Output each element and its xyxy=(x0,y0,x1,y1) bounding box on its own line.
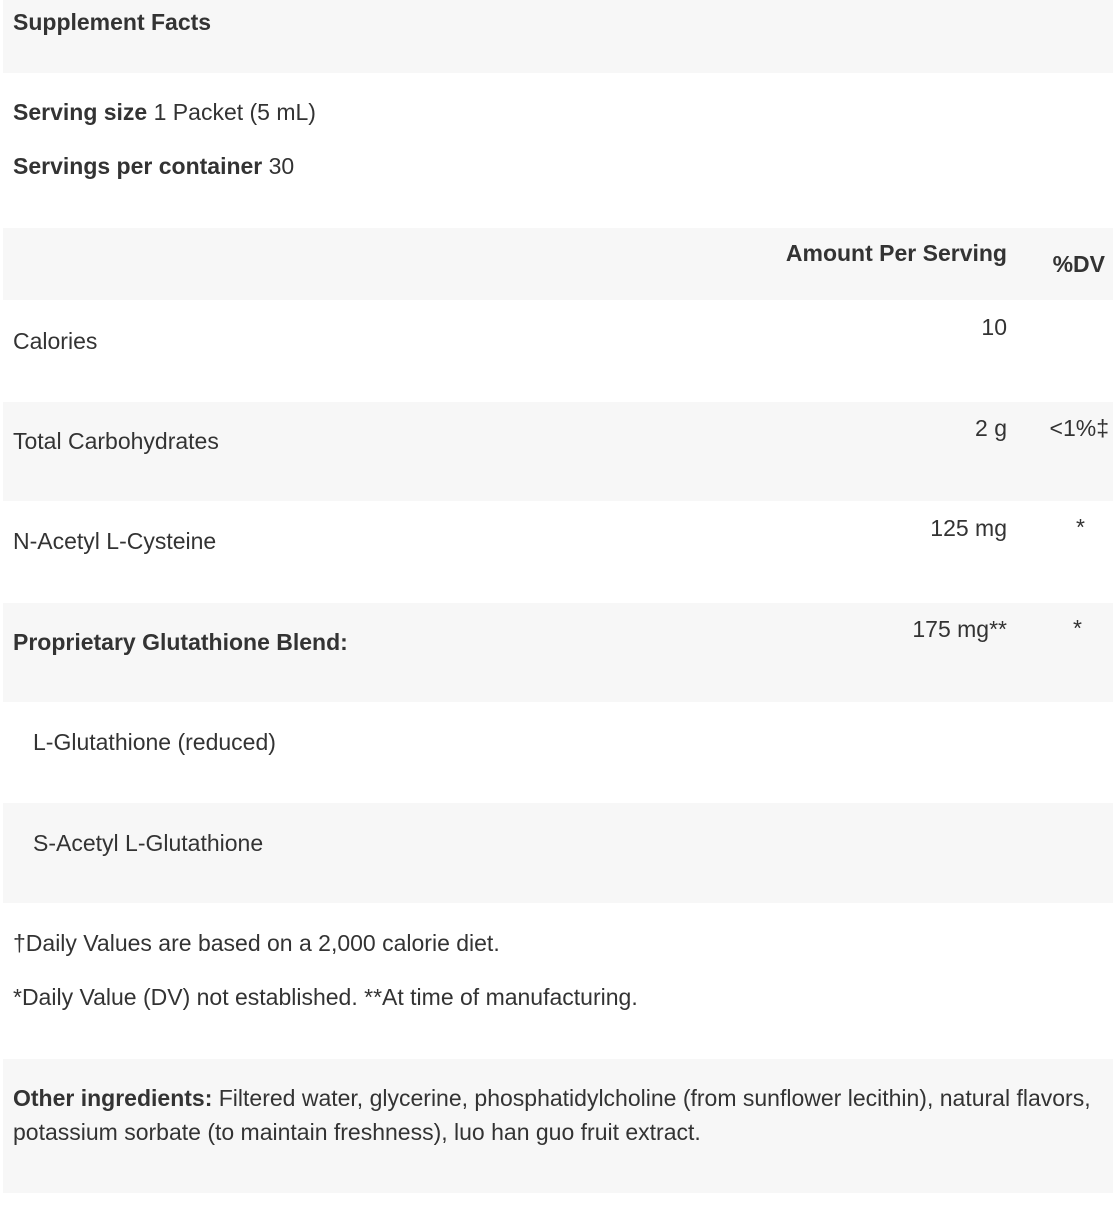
row-amount: 175 mg** xyxy=(912,616,1007,642)
servings-per-container-label: Servings per container xyxy=(13,153,263,179)
row-dv: <1%‡ xyxy=(1049,415,1109,441)
row-amount: 2 g xyxy=(975,415,1007,441)
footnote-daily-values: †Daily Values are based on a 2,000 calorie diet. xyxy=(13,930,500,956)
row-dv: * xyxy=(1073,615,1082,641)
other-ingredients xyxy=(13,1081,1098,1149)
row-name: L-Glutathione (reduced) xyxy=(33,729,276,755)
row-name: S-Acetyl L-Glutathione xyxy=(33,830,264,856)
row-name: Proprietary Glutathione Blend: xyxy=(13,629,348,655)
row-amount: 125 mg xyxy=(930,515,1007,541)
footnote-dv-not-established: *Daily Value (DV) not established. **At time of manufacturing. xyxy=(13,984,638,1010)
table-row xyxy=(3,301,1113,402)
other-ingredients-text: Filtered water, glycerine, phosphatidylcholine (from sunflower lecithin), natural flavors, potassium sorbate (to maintain freshness), luo han guo fruit extract. xyxy=(13,1085,1091,1145)
serving-size-line xyxy=(13,101,316,124)
page-title: Supplement Facts xyxy=(13,9,212,35)
row-name: N-Acetyl L-Cysteine xyxy=(13,528,217,554)
row-dv: * xyxy=(1076,514,1085,540)
serving-size-label: Serving size xyxy=(13,99,148,125)
servings-per-container-line xyxy=(13,155,294,178)
serving-size-value: 1 Packet (5 mL) xyxy=(153,99,316,125)
servings-per-container-value: 30 xyxy=(268,153,295,179)
other-ingredients-label: Other ingredients: xyxy=(13,1085,213,1111)
row-name: Total Carbohydrates xyxy=(13,428,219,454)
row-amount: 10 xyxy=(981,314,1007,340)
column-header-amount: Amount Per Serving xyxy=(785,240,1007,266)
row-name: Calories xyxy=(13,328,98,354)
column-header-dv: %DV xyxy=(1052,251,1105,277)
